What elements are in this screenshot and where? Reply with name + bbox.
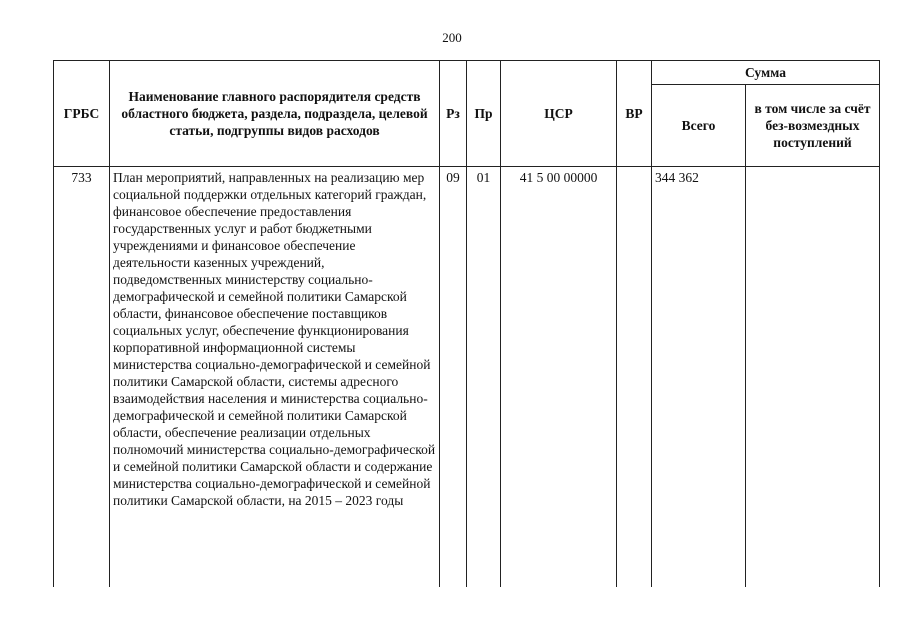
budget-table [53,60,880,587]
cell-name: План мероприятий, направленных на реализацию мер социальной поддержки отдельных категорий граждан, финансовое обеспечение предоставления государственных услуг и работ бюджетными учреждениями и финансовое обеспечение деятельности казенных учреждений, подведомственных министерству социально-демографической и семейной политики Самарской области, финансовое обеспечение поставщиков социальных услуг, обеспечение функционирования корпоративной информационной системы министерства социально-демографической и семейной политики Самарской области, системы адресного взаимодействия населения и министерства социально-демографической и семейной политики Самарской области, обеспечение реализации отдельных полномочий министерства социально-демографической и семейной политики Самарской области и содержание министерства социально-демографической и семейной политики Самарской области, на 2015 – 2023 годы [110,167,440,587]
cell-rz: 09 [440,167,467,587]
header-name: Наименование главного распорядителя средств областного бюджета, раздела, подраздела, целевой статьи, подгруппы видов расходов [110,61,440,167]
header-vr: ВР [617,61,652,167]
table-row [54,167,880,587]
cell-csr: 41 5 00 00000 [501,167,617,587]
header-pr: Пр [467,61,501,167]
cell-gratuitous [746,167,880,587]
cell-vr [617,167,652,587]
header-sum: Сумма [652,61,880,85]
header-total: Всего [652,85,746,167]
header-gratuitous: в том числе за счёт без-возмездных поступлений [746,85,880,167]
page-number: 200 [442,30,462,45]
header-grbs: ГРБС [54,61,110,167]
cell-grbs: 733 [54,167,110,587]
header-rz: Рз [440,61,467,167]
header-csr: ЦСР [501,61,617,167]
cell-total: 344 362 [652,167,746,587]
cell-pr: 01 [467,167,501,587]
